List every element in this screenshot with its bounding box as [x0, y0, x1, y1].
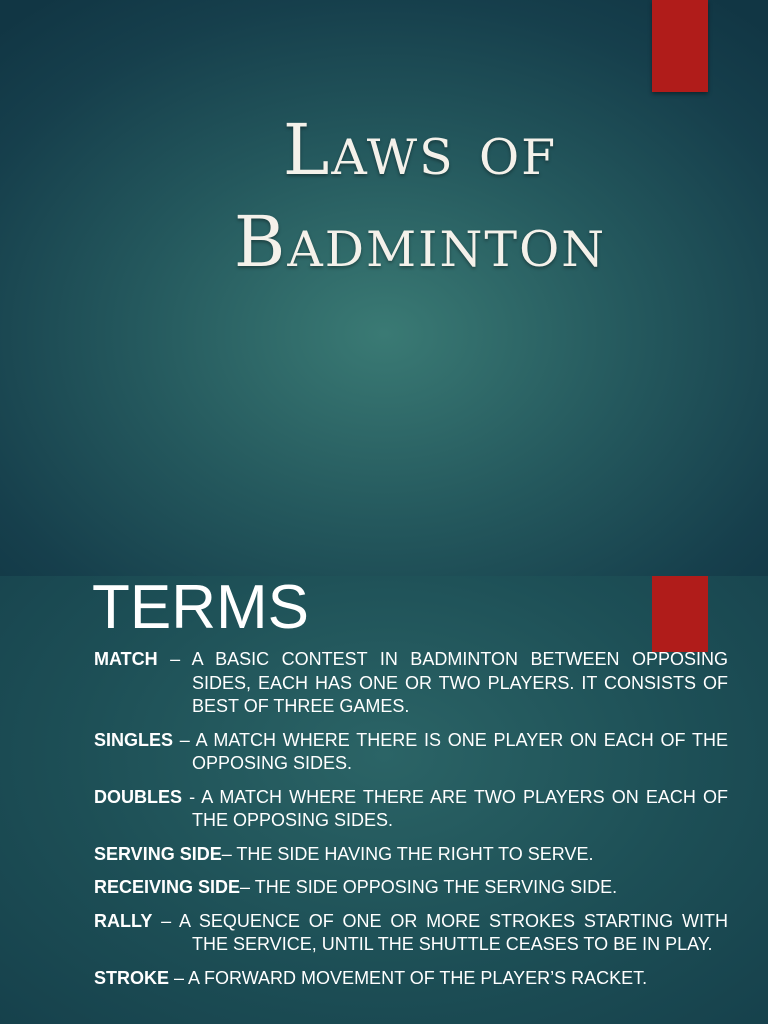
term-item	[94, 729, 728, 776]
term-separator: –	[221, 843, 237, 864]
term-item	[94, 876, 728, 900]
term-name: RALLY	[94, 910, 153, 931]
term-separator: –	[157, 649, 192, 669]
term-definition: A MATCH WHERE THERE IS ONE PLAYER ON EACH OF THE OPPOSING SIDES.	[192, 729, 728, 773]
title-line-1: Laws of	[282, 109, 558, 191]
term-name: SINGLES	[94, 729, 174, 750]
term-item	[94, 967, 728, 991]
term-item	[94, 786, 728, 833]
slide-title	[100, 104, 740, 288]
term-name: RECEIVING SIDE	[94, 877, 241, 897]
term-item	[94, 910, 728, 957]
term-definition: THE SIDE OPPOSING THE SERVING SIDE.	[254, 877, 618, 897]
term-separator: –	[152, 910, 180, 931]
term-definition: THE SIDE HAVING THE RIGHT TO SERVE.	[236, 843, 594, 864]
term-definition: A SEQUENCE OF ONE OR MORE STROKES STARTING WITH THE SERVICE, UNTIL THE SHUTTLE CEASES TO BE IN PLAY.	[179, 910, 728, 954]
term-separator: –	[173, 729, 196, 750]
term-separator: –	[169, 967, 189, 988]
term-name: MATCH	[94, 649, 158, 669]
terms-list	[94, 648, 728, 1000]
term-name: STROKE	[94, 967, 170, 988]
term-name: SERVING SIDE	[94, 843, 222, 864]
terms-heading: TERMS	[92, 576, 309, 642]
term-separator: –	[240, 877, 255, 897]
accent-bar	[652, 576, 708, 652]
term-item	[94, 843, 728, 867]
term-definition: A BASIC CONTEST IN BADMINTON BETWEEN OPPOSING SIDES, EACH HAS ONE OR TWO PLAYERS. IT CONSISTS OF BEST OF THREE GAMES.	[191, 649, 728, 716]
term-definition: A MATCH WHERE THERE ARE TWO PLAYERS ON EACH OF THE OPPOSING SIDES.	[192, 786, 728, 830]
term-separator: -	[182, 786, 202, 807]
term-item	[94, 648, 728, 719]
title-line-2: Badminton	[233, 201, 607, 283]
terms-slide	[0, 576, 768, 1024]
term-name: DOUBLES	[94, 786, 183, 807]
accent-bar	[652, 0, 708, 92]
term-definition: A FORWARD MOVEMENT OF THE PLAYER’S RACKET.	[188, 967, 648, 988]
